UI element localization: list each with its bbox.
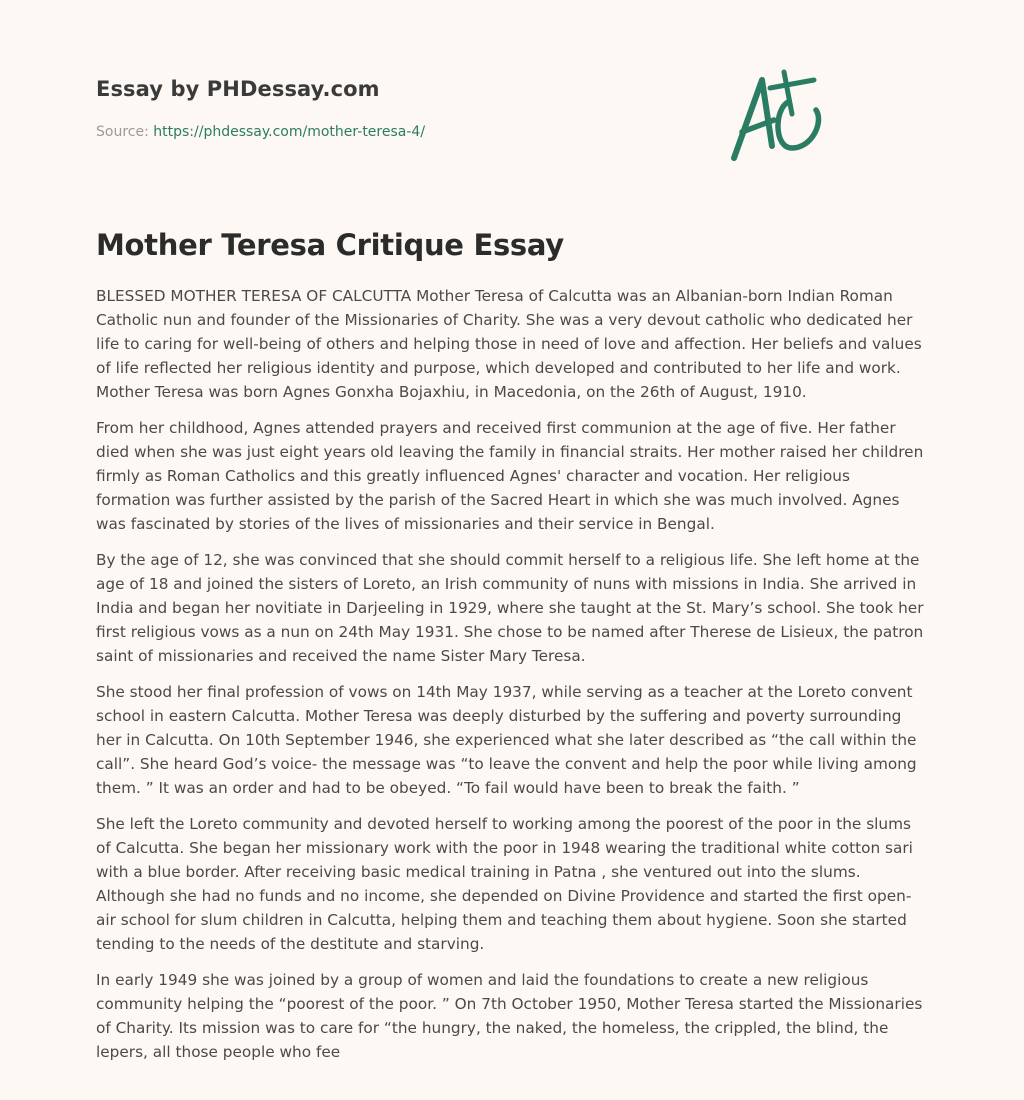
essay-paragraph: BLESSED MOTHER TERESA OF CALCUTTA Mother Teresa of Calcutta was an Albanian-born Indian Roman Catholic nun and founder of the Missionaries of Charity. She was a very devout catholic who dedicated her life to caring for well-being of others and helping those in need of love and affection. Her beliefs and values of life reflected her religious identity and purpose, which developed and contributed to her life and work. Mother Teresa was born Agnes Gonxha Bojaxhiu, in Macedonia, on the 26th of August, 1910. <box>96 287 922 401</box>
essay-paragraph: She left the Loreto community and devoted herself to working among the poorest of the poor in the slums of Calcutta. She began her missionary work with the poor in 1948 wearing the traditional white cotton sari with a blue border. After receiving basic medical training in Patna , she ventured out into the slums. Although she had no funds and no income, she depended on Divine Providence and started the first open-air school for slum children in Calcutta, helping them and teaching them about hygiene. Soon she started tending to the needs of the destitute and starving. <box>96 815 913 953</box>
a-plus-grade-icon <box>728 66 832 166</box>
source-link[interactable]: https://phdessay.com/mother-teresa-4/ <box>153 124 426 140</box>
source-label: Source: <box>96 124 154 140</box>
source-line <box>96 124 425 140</box>
essay-paragraph: By the age of 12, she was convinced that she should commit herself to a religious life. She left home at the age of 18 and joined the sisters of Loreto, an Irish community of nuns with missions in India. She arrived in India and began her novitiate in Darjeeling in 1929, where she taught at the St. Mary’s school. She took her first religious vows as a nun on 24th May 1931. She chose to be named after Therese de Lisieux, the patron saint of missionaries and received the name Sister Mary Teresa. <box>96 551 924 665</box>
essay-paragraph: She stood her final profession of vows on 14th May 1937, while serving as a teacher at the Loreto convent school in eastern Calcutta. Mother Teresa was deeply disturbed by the suffering and poverty surrounding her in Calcutta. On 10th September 1946, she experienced what she later described as “the call within the call”. She heard God’s voice- the message was “to leave the convent and help the poor while living among them. ” It was an order and had to be obeyed. “To fail would have been to break the faith. ” <box>96 683 917 797</box>
page-header <box>96 0 928 200</box>
site-title: Essay by PHDessay.com <box>96 77 380 101</box>
essay-paragraph: In early 1949 she was joined by a group of women and laid the foundations to create a new religious community helping the “poorest of the poor. ” On 7th October 1950, Mother Teresa started the Missionaries of Charity. Its mission was to care for “the hungry, the naked, the homeless, the crippled, the blind, the lepers, all those people who fee <box>96 971 923 1061</box>
essay-paragraph: From her childhood, Agnes attended prayers and received first communion at the age of five. Her father died when she was just eight years old leaving the family in financial straits. Her mother raised her children firmly as Roman Catholics and this greatly influenced Agnes' character and vocation. Her religious formation was further assisted by the parish of the Sacred Heart in which she was much involved. Agnes was fascinated by stories of the lives of missionaries and their service in Bengal. <box>96 419 924 533</box>
essay-body <box>96 284 928 1064</box>
essay-title: Mother Teresa Critique Essay <box>96 228 564 262</box>
